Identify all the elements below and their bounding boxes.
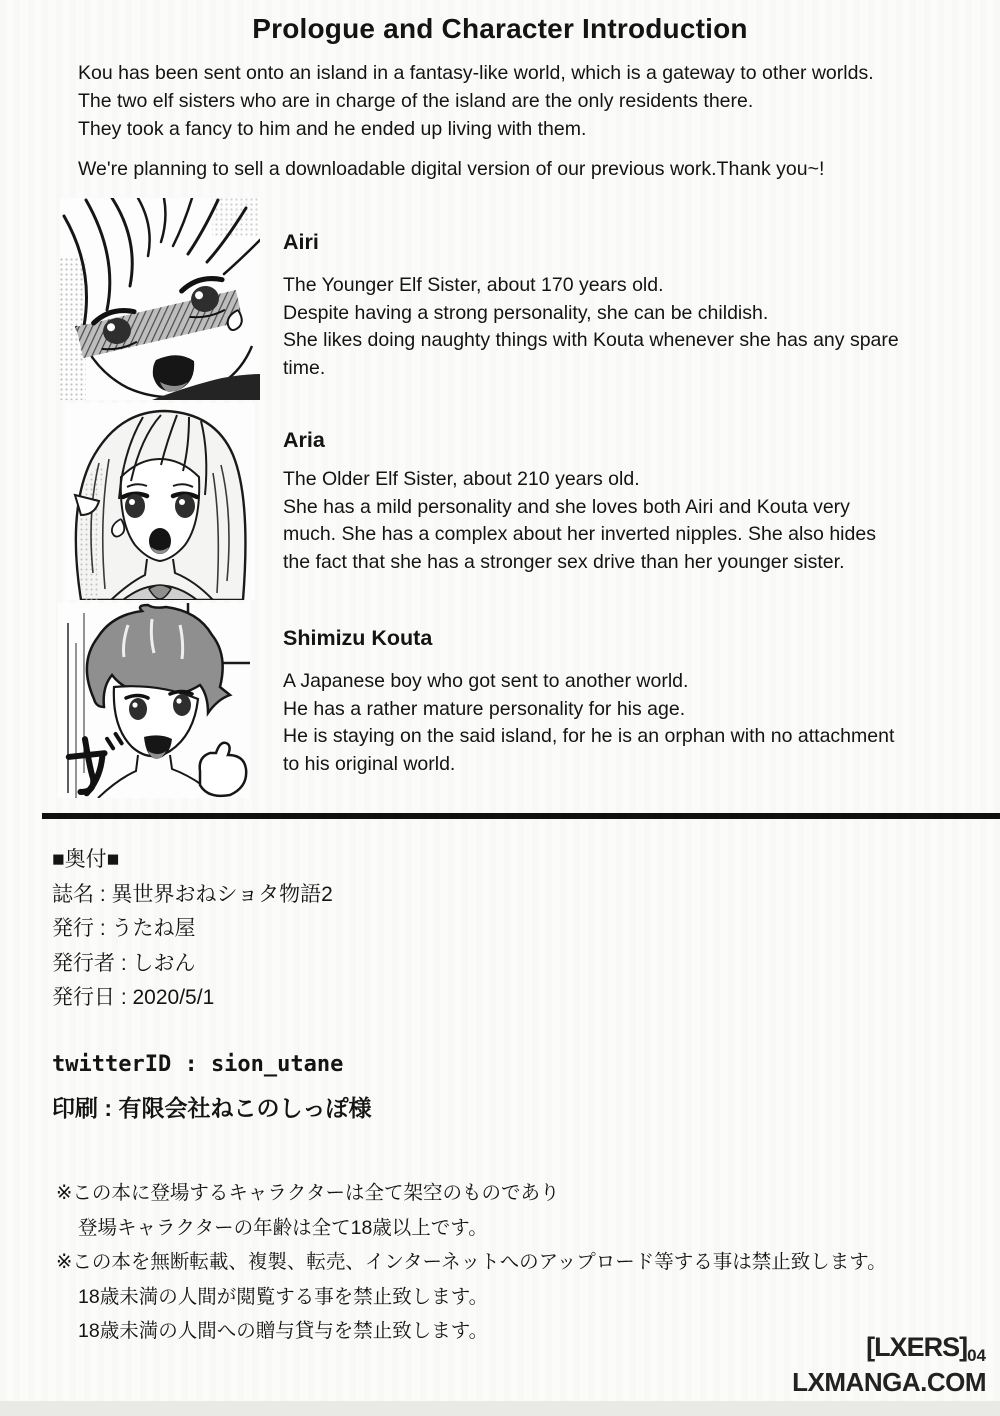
kouta-manga-face-drawing [58, 603, 250, 798]
intro-line: They took a fancy to him and he ended up living with them. [78, 118, 587, 140]
description-line: She likes doing naughty things with Kouta whenever she has any spare time. [283, 329, 899, 379]
character-name-aria: Aria [283, 428, 325, 452]
character-name-kouta: Shimizu Kouta [283, 626, 433, 650]
airi-portrait-image [60, 198, 260, 400]
watermark [792, 1334, 986, 1396]
colophon-line-title: 誌名 : 異世界おねショタ物語2 [52, 882, 333, 906]
colophon-heading: ■奥付■ [52, 848, 120, 871]
disclaimer-line: 登場キャラクターの年齢は全て18歳以上です。 [78, 1216, 488, 1239]
kouta-portrait-image [58, 603, 250, 798]
printing-credit-line: 印刷 : 有限会社ねこのしっぽ様 [52, 1095, 372, 1121]
intro-paragraph [78, 59, 958, 143]
description-line: She has a mild personality and she loves both Airi and Kouta very much. She has a complex about her inverted nipples. She also hides the fact that she has a stronger sex drive than her younger sister. [283, 495, 876, 573]
watermark-tag: [LXERS] [866, 1332, 968, 1362]
twitter-id-line: twitterID : sion_utane [52, 1052, 344, 1077]
description-line: The Younger Elf Sister, about 170 years old. [283, 274, 664, 296]
description-line: The Older Elf Sister, about 210 years old. [283, 468, 640, 490]
disclaimer-block [56, 1176, 956, 1349]
disclaimer-line: ※この本に登場するキャラクターは全て架空のものであり [56, 1182, 560, 1204]
character-description-aria [283, 466, 903, 576]
character-name-airi: Airi [283, 230, 319, 254]
page-number: 04 [967, 1346, 986, 1365]
colophon-line-publisher: 発行 : うたね屋 [52, 917, 196, 940]
intro-line: Kou has been sent onto an island in a fantasy-like world, which is a gateway to other worlds. [78, 62, 874, 84]
scan-edge-strip [0, 1401, 1000, 1416]
announcement-note: We're planning to sell a downloadable digital version of our previous work.Thank you~! [78, 158, 825, 180]
watermark-tag-line [792, 1334, 986, 1369]
aria-manga-face-drawing [65, 403, 255, 600]
intro-line: The two elf sisters who are in charge of the island are the only residents there. [78, 90, 754, 112]
watermark-site: LXMANGA.COM [792, 1367, 986, 1397]
description-line: Despite having a strong personality, she can be childish. [283, 301, 769, 324]
character-description-kouta [283, 668, 903, 778]
page-title: Prologue and Character Introduction [252, 13, 748, 44]
colophon-block [52, 843, 333, 1016]
colophon-line-issuer: 発行者 : しおん [52, 951, 196, 975]
disclaimer-line: 18歳未満の人間が閲覧する事を禁止致します。 [78, 1285, 489, 1308]
description-line: He is staying on the said island, for he is an orphan with no attachment to his original world. [283, 725, 895, 775]
airi-manga-face-drawing [60, 198, 260, 400]
aria-portrait-image [65, 403, 255, 600]
description-line: He has a rather mature personality for his age. [283, 697, 686, 720]
character-description-airi [283, 272, 903, 382]
description-line: A Japanese boy who got sent to another world. [283, 670, 689, 692]
section-divider-rule [42, 813, 1000, 819]
disclaimer-line: 18歳未満の人間への贈与貸与を禁止致します。 [78, 1320, 489, 1342]
disclaimer-line: ※この本を無断転載、複製、転売、インターネットへのアップロード等する事は禁止致します。 [56, 1251, 887, 1273]
colophon-line-date: 発行日 : 2020/5/1 [52, 986, 215, 1009]
